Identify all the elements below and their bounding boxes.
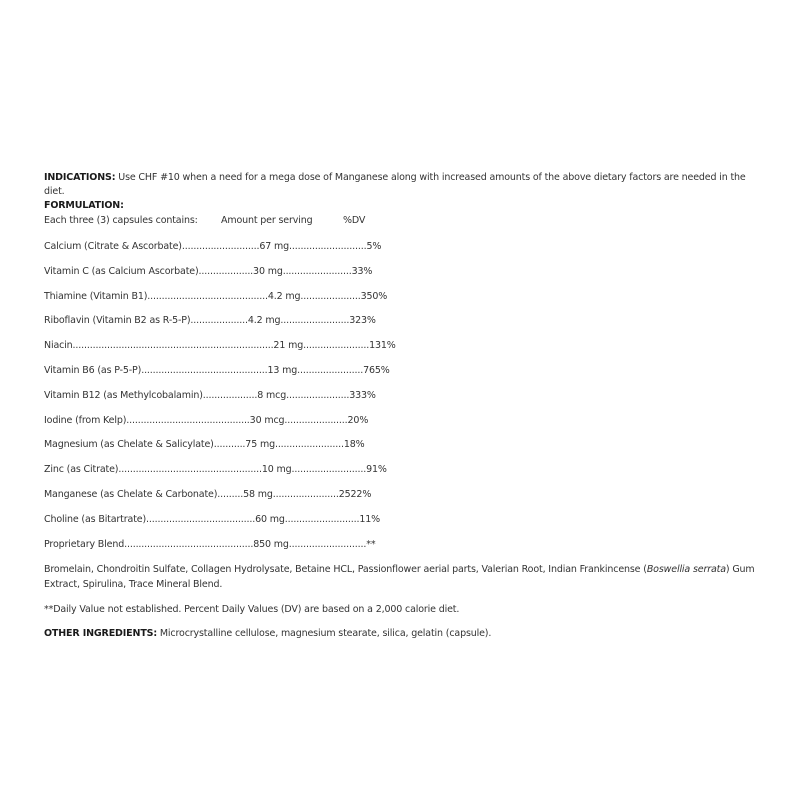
blend-text-end: ) Gum Extract, Spirulina, Trace Mineral Blend. [44,564,755,591]
other-ingredients-label: OTHER INGREDIENTS: [44,628,157,640]
nutrient-row-vitamin-b12: Vitamin B12 (as Methylcobalamin)...................8 mcg......................333% [44,389,376,401]
nutrient-row-niacin: Niacin......................................................................21 mg.......................131% [44,340,396,352]
other-ingredients-paragraph [44,626,764,641]
blend-text-start: Bromelain, Chondroitin Sulfate, Collagen Hydrolysate, Betaine HCL, Passionflower aerial parts, Valerian Root, Indian Frankincense ( [44,564,647,576]
serving-header: Each three (3) capsules contains: [44,215,198,226]
nutrient-row-magnesium: Magnesium (as Chelate & Salicylate)...........75 mg........................18% [44,439,365,451]
amount-header: Amount per serving [221,215,313,226]
nutrient-row-zinc: Zinc (as Citrate)..................................................10 mg..........................91% [44,464,387,476]
indications-label: INDICATIONS: [44,172,116,183]
formulation-heading: FORMULATION: [44,200,124,211]
indications-text: Use CHF #10 when a need for a mega dose of Manganese along with increased amounts of the above dietary factors are needed in the diet. [44,172,746,197]
nutrient-row-iodine: Iodine (from Kelp)...........................................30 mcg......................20% [44,414,369,426]
nutrient-row-proprietary-blend: Proprietary Blend.............................................850 mg...........................** [44,538,376,550]
nutrient-row-choline: Choline (as Bitartrate)......................................60 mg..........................11% [44,513,380,525]
blend-text-italic: Boswellia serrata [646,564,726,576]
indications-paragraph [44,171,764,199]
daily-value-footnote: **Daily Value not established. Percent Daily Values (DV) are based on a 2,000 calorie diet. [44,604,460,616]
nutrient-row-vitamin-c: Vitamin C (as Calcium Ascorbate)...................30 mg........................33% [44,265,373,277]
nutrient-row-thiamine: Thiamine (Vitamin B1)..........................................4.2 mg.....................350% [44,290,388,302]
supplement-facts-document [44,171,764,641]
nutrient-row-riboflavin: Riboflavin (Vitamin B2 as R-5-P)....................4.2 mg........................323% [44,315,376,327]
other-ingredients-text: Microcrystalline cellulose, magnesium stearate, silica, gelatin (capsule). [157,628,492,640]
nutrient-row-calcium: Calcium (Citrate & Ascorbate)...........................67 mg...........................5% [44,241,382,252]
nutrient-row-vitamin-b6: Vitamin B6 (as P-5-P)............................................13 mg.......................765% [44,364,390,376]
nutrient-row-manganese: Manganese (as Chelate & Carbonate).........58 mg.......................2522% [44,488,372,500]
formulation-column-headers [44,214,764,228]
dv-header: %DV [343,215,366,226]
blend-ingredients-paragraph [44,562,764,592]
